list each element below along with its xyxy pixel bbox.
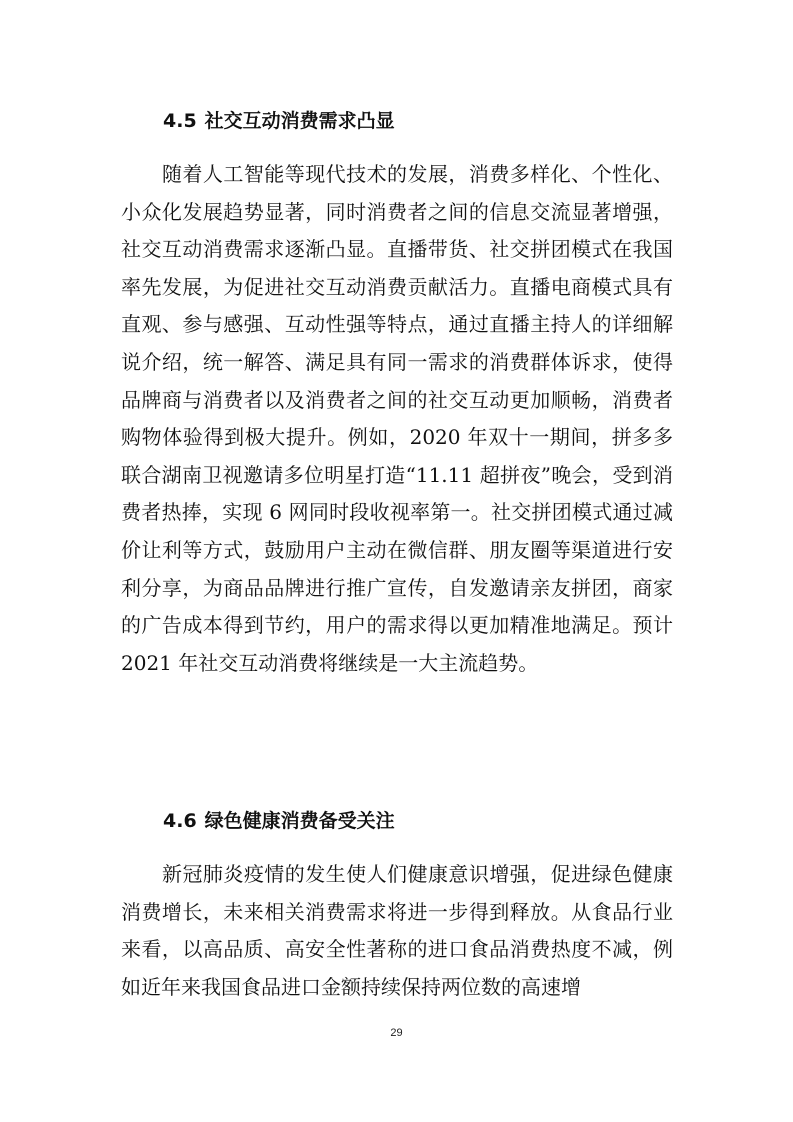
- section-title: 绿色健康消费备受关注: [204, 810, 395, 832]
- section-number: 4.6: [163, 810, 197, 832]
- section-title: 社交互动消费需求凸显: [204, 110, 395, 132]
- section-number: 4.5: [163, 110, 197, 132]
- section-heading-4-6: [163, 806, 395, 833]
- section-heading-4-5: [163, 106, 395, 133]
- page-number: 29: [390, 1027, 403, 1039]
- section-paragraph-4-5: 随着人工智能等现代技术的发展，消费多样化、个性化、小众化发展趋势显著，同时消费者之间的信息交流显著增强，社交互动消费需求逐渐凸显。直播带货、社交拼团模式在我国率先发展，为促进社交互动消费贡献活力。直播电商模式具有直观、参与感强、互动性强等特点，通过直播主持人的详细解说介绍，统一解答、满足具有同一需求的消费群体诉求，使得品牌商与消费者以及消费者之间的社交互动更加顺畅，消费者购物体验得到极大提升。例如，2020 年双十一期间，拼多多联合湖南卫视邀请多位明星打造“11.11 超拼夜”晚会，受到消费者热捧，实现 6 网同时段收视率第一。社交拼团模式通过减价让利等方式，鼓励用户主动在微信群、朋友圈等渠道进行安利分享，为商品品牌进行推广宣传，自发邀请亲友拼团，商家的广告成本得到节约，用户的需求得以更加精准地满足。预计 2021 年社交互动消费将继续是一大主流趋势。: [121, 162, 673, 675]
- section-paragraph-4-6: 新冠肺炎疫情的发生使人们健康意识增强，促进绿色健康消费增长，未来相关消费需求将进一步得到释放。从食品行业来看，以高品质、高安全性著称的进口食品消费热度不减，例如近年来我国食品进口金额持续保持两位数的高速增: [121, 862, 673, 999]
